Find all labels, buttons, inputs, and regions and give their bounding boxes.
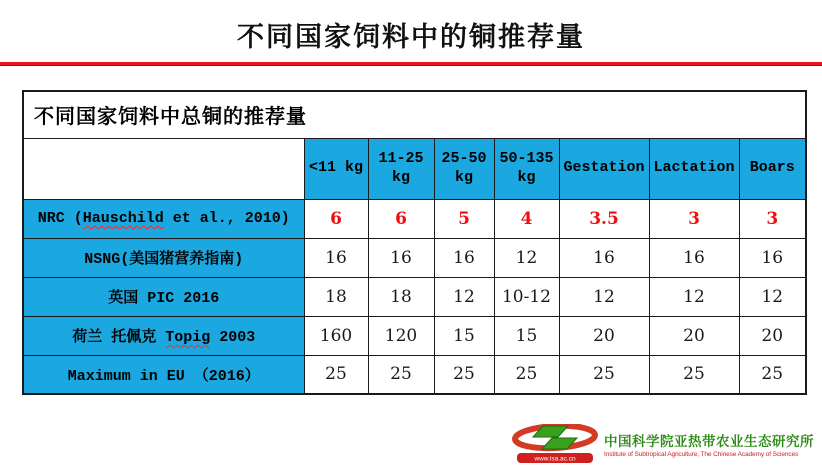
value-cell: 25 [739, 355, 806, 394]
column-header-gestation: Gestation [559, 138, 649, 199]
value-cell: 16 [649, 238, 739, 277]
value-cell: 16 [368, 238, 434, 277]
spellcheck-wavy-text: Topig [165, 329, 211, 346]
value-cell: 120 [368, 316, 434, 355]
column-header-lt11kg: <11 kg [304, 138, 368, 199]
value-cell: 160 [304, 316, 368, 355]
value-cell: 25 [559, 355, 649, 394]
institute-name-chinese: 中国科学院亚热带农业生态研究所 [604, 434, 814, 450]
value-cell: 20 [739, 316, 806, 355]
value-cell: 15 [494, 316, 559, 355]
slide-title: 不同国家饲料中的铜推荐量 [237, 22, 585, 52]
table-row-nsng [23, 238, 806, 277]
value-cell: 3 [739, 199, 806, 238]
value-cell: 18 [368, 277, 434, 316]
table-header-row [23, 138, 806, 199]
table-row-topig [23, 316, 806, 355]
table-row-nrc [23, 199, 806, 238]
corner-cell [23, 138, 304, 199]
row-label-nsng: NSNG(美国猪营养指南) [23, 238, 304, 277]
value-cell: 3 [649, 199, 739, 238]
column-header-50-135kg: 50-135 kg [494, 138, 559, 199]
table-row-eu-max [23, 355, 806, 394]
value-cell: 4 [494, 199, 559, 238]
value-cell: 25 [368, 355, 434, 394]
column-header-boars: Boars [739, 138, 806, 199]
institute-name-block [604, 430, 814, 458]
column-header-25-50kg: 25-50 kg [434, 138, 494, 199]
value-cell: 16 [559, 238, 649, 277]
row-label-pic: 英国 PIC 2016 [23, 277, 304, 316]
svg-text:www.isa.ac.cn: www.isa.ac.cn [534, 455, 576, 463]
value-cell: 10-12 [494, 277, 559, 316]
value-cell: 12 [494, 238, 559, 277]
row-label-eu-max: Maximum in EU （2016） [23, 355, 304, 394]
title-divider-line [0, 62, 822, 66]
spellcheck-wavy-text: Hauschild [82, 210, 164, 227]
value-cell: 25 [434, 355, 494, 394]
value-cell: 18 [304, 277, 368, 316]
row-label-text: et al., 2010) [163, 210, 290, 227]
table-caption-row [23, 91, 806, 138]
row-label-text: 荷兰 托佩克 [72, 329, 166, 346]
value-cell: 6 [304, 199, 368, 238]
row-label-topig [23, 316, 304, 355]
value-cell: 5 [434, 199, 494, 238]
value-cell: 12 [559, 277, 649, 316]
copper-recommendation-table [22, 90, 807, 395]
value-cell: 16 [739, 238, 806, 277]
column-header-11-25kg: 11-25 kg [368, 138, 434, 199]
row-label-nrc [23, 199, 304, 238]
institute-logo [511, 424, 814, 464]
value-cell: 12 [739, 277, 806, 316]
value-cell: 25 [649, 355, 739, 394]
column-header-lactation: Lactation [649, 138, 739, 199]
value-cell: 3.5 [559, 199, 649, 238]
value-cell: 12 [434, 277, 494, 316]
isa-emblem-icon [511, 424, 599, 464]
value-cell: 20 [649, 316, 739, 355]
row-label-text: NRC ( [37, 210, 83, 227]
value-cell: 12 [649, 277, 739, 316]
value-cell: 16 [434, 238, 494, 277]
value-cell: 15 [434, 316, 494, 355]
value-cell: 25 [494, 355, 559, 394]
value-cell: 20 [559, 316, 649, 355]
value-cell: 25 [304, 355, 368, 394]
value-cell: 16 [304, 238, 368, 277]
institute-name-english: Institute of Subtropical Agriculture, The Chinese Academy of Sciences [604, 451, 799, 458]
table-caption: 不同国家饲料中总铜的推荐量 [23, 91, 806, 138]
row-label-text: 2003 [210, 329, 256, 346]
table-row-pic [23, 277, 806, 316]
value-cell: 6 [368, 199, 434, 238]
